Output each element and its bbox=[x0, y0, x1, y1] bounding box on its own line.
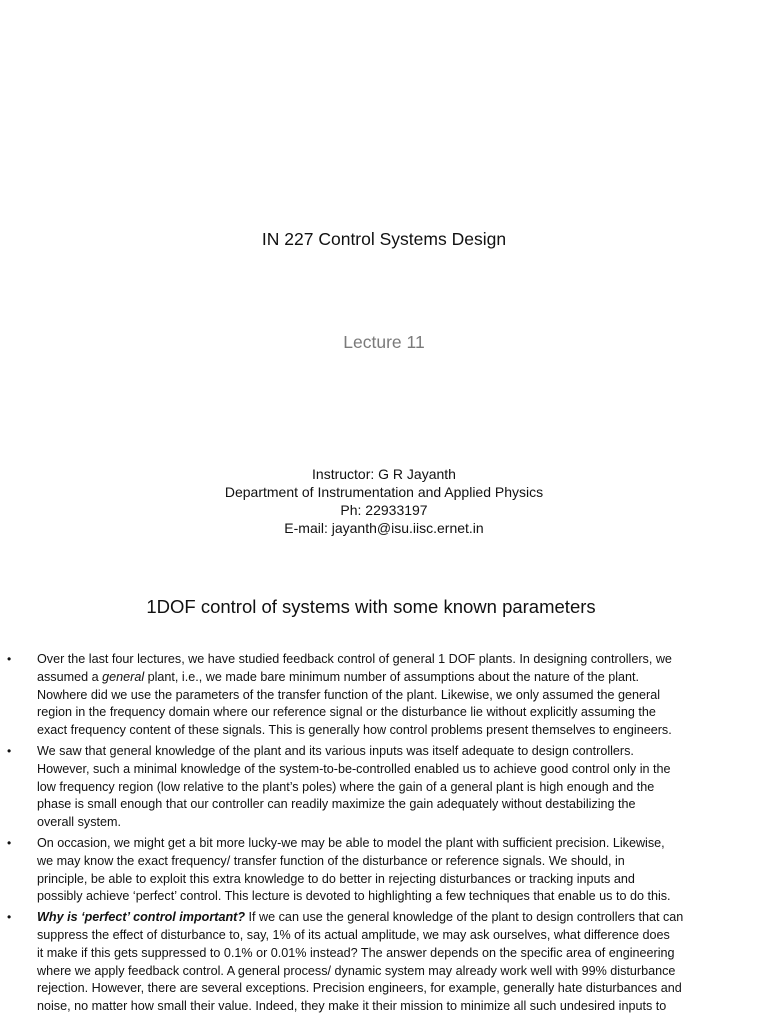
bullet-icon: • bbox=[7, 743, 12, 758]
paragraph-line: We saw that general knowledge of the plant and its various inputs was itself adequate to design controllers. bbox=[37, 743, 634, 758]
lecture-course-title: IN 227 Control Systems Design bbox=[261, 229, 507, 249]
paragraph-line: overall system. bbox=[37, 815, 121, 830]
paragraph-line: we may know the exact frequency/ transfer function of the disturbance or reference signals. We should, in bbox=[37, 853, 625, 868]
paragraph-line: Over the last four lectures, we have studied feedback control of general 1 DOF plants. In designing controllers, we bbox=[37, 652, 672, 666]
lecture-number: Lecture 11 bbox=[343, 332, 425, 352]
instructor-phone: Ph: 22933197 bbox=[340, 502, 428, 518]
text-run: plant, i.e., we made bare minimum number of assumptions about the nature of the plant. bbox=[144, 669, 640, 684]
paragraph-line: suppress the effect of disturbance to, say, 1% of its actual amplitude, we may ask ourselves, what difference does bbox=[37, 927, 670, 942]
section-title: 1DOF control of systems with some known parameters bbox=[146, 596, 596, 617]
instructor-email: E-mail: jayanth@isu.iisc.ernet.in bbox=[284, 520, 484, 536]
list-item bbox=[0, 909, 768, 1016]
paragraph-line: However, such a minimal knowledge of the system-to-be-controlled enabled us to achieve good control only in the bbox=[37, 761, 671, 776]
paragraph-line: region in the frequency domain where our reference signal or the disturbance lie without explicitly assuming the bbox=[37, 705, 656, 720]
paragraph-line: where we apply feedback control. A general process/ dynamic system may already work well with 99% disturbance bbox=[37, 963, 676, 978]
paragraph-line: Nowhere did we use the parameters of the transfer function of the plant. Likewise, we only assumed the general bbox=[37, 687, 661, 702]
list-item bbox=[0, 743, 768, 832]
italic-text: general bbox=[102, 669, 145, 684]
instructor-info bbox=[0, 465, 768, 537]
paragraph-line: possibly achieve ‘perfect’ control. This lecture is devoted to highlighting a few techniques that enable us to do this. bbox=[37, 889, 671, 904]
paragraph-line bbox=[37, 909, 732, 927]
bullet-icon: • bbox=[7, 652, 12, 666]
text-run: If we can use the general knowledge of the plant to design controllers that can bbox=[245, 910, 684, 925]
instructor-department: Department of Instrumentation and Applied Physics bbox=[224, 484, 544, 500]
list-item bbox=[0, 651, 768, 740]
instructor-name: Instructor: G R Jayanth bbox=[312, 466, 456, 482]
paragraph-line: it make if this gets suppressed to 0.1% or 0.01% instead? The answer depends on the specific area of engineering bbox=[37, 945, 675, 960]
paragraph-line: noise, no matter how small their value. Indeed, they make it their mission to minimize all such undesired inputs to bbox=[37, 999, 667, 1014]
paragraph-line: phase is small enough that our controller can readily maximize the gain adequately without destabilizing the bbox=[37, 797, 636, 812]
paragraph-line: principle, be able to exploit this extra knowledge to do better in rejecting disturbances or tracking inputs and bbox=[37, 871, 635, 886]
bold-italic-question: Why is ‘perfect’ control important? bbox=[37, 910, 246, 925]
bullet-icon: • bbox=[7, 835, 12, 850]
paragraph-line: On occasion, we might get a bit more lucky-we may be able to model the plant with sufficient precision. Likewise, bbox=[37, 835, 665, 850]
paragraph-line: exact frequency content of these signals. This is generally how control problems present themselves to engineers. bbox=[37, 723, 672, 738]
paragraph-line: rejection. However, there are several exceptions. Precision engineers, for example, generally hate disturbances and bbox=[37, 981, 682, 996]
bullet-list bbox=[0, 651, 768, 1019]
paragraph-line: low frequency region (low relative to the plant’s poles) where the gain of a general plant is high enough and the bbox=[37, 779, 655, 794]
list-item bbox=[0, 835, 768, 906]
text-run: assumed a bbox=[37, 669, 103, 684]
bullet-icon: • bbox=[7, 910, 12, 925]
paragraph-line bbox=[37, 669, 732, 687]
